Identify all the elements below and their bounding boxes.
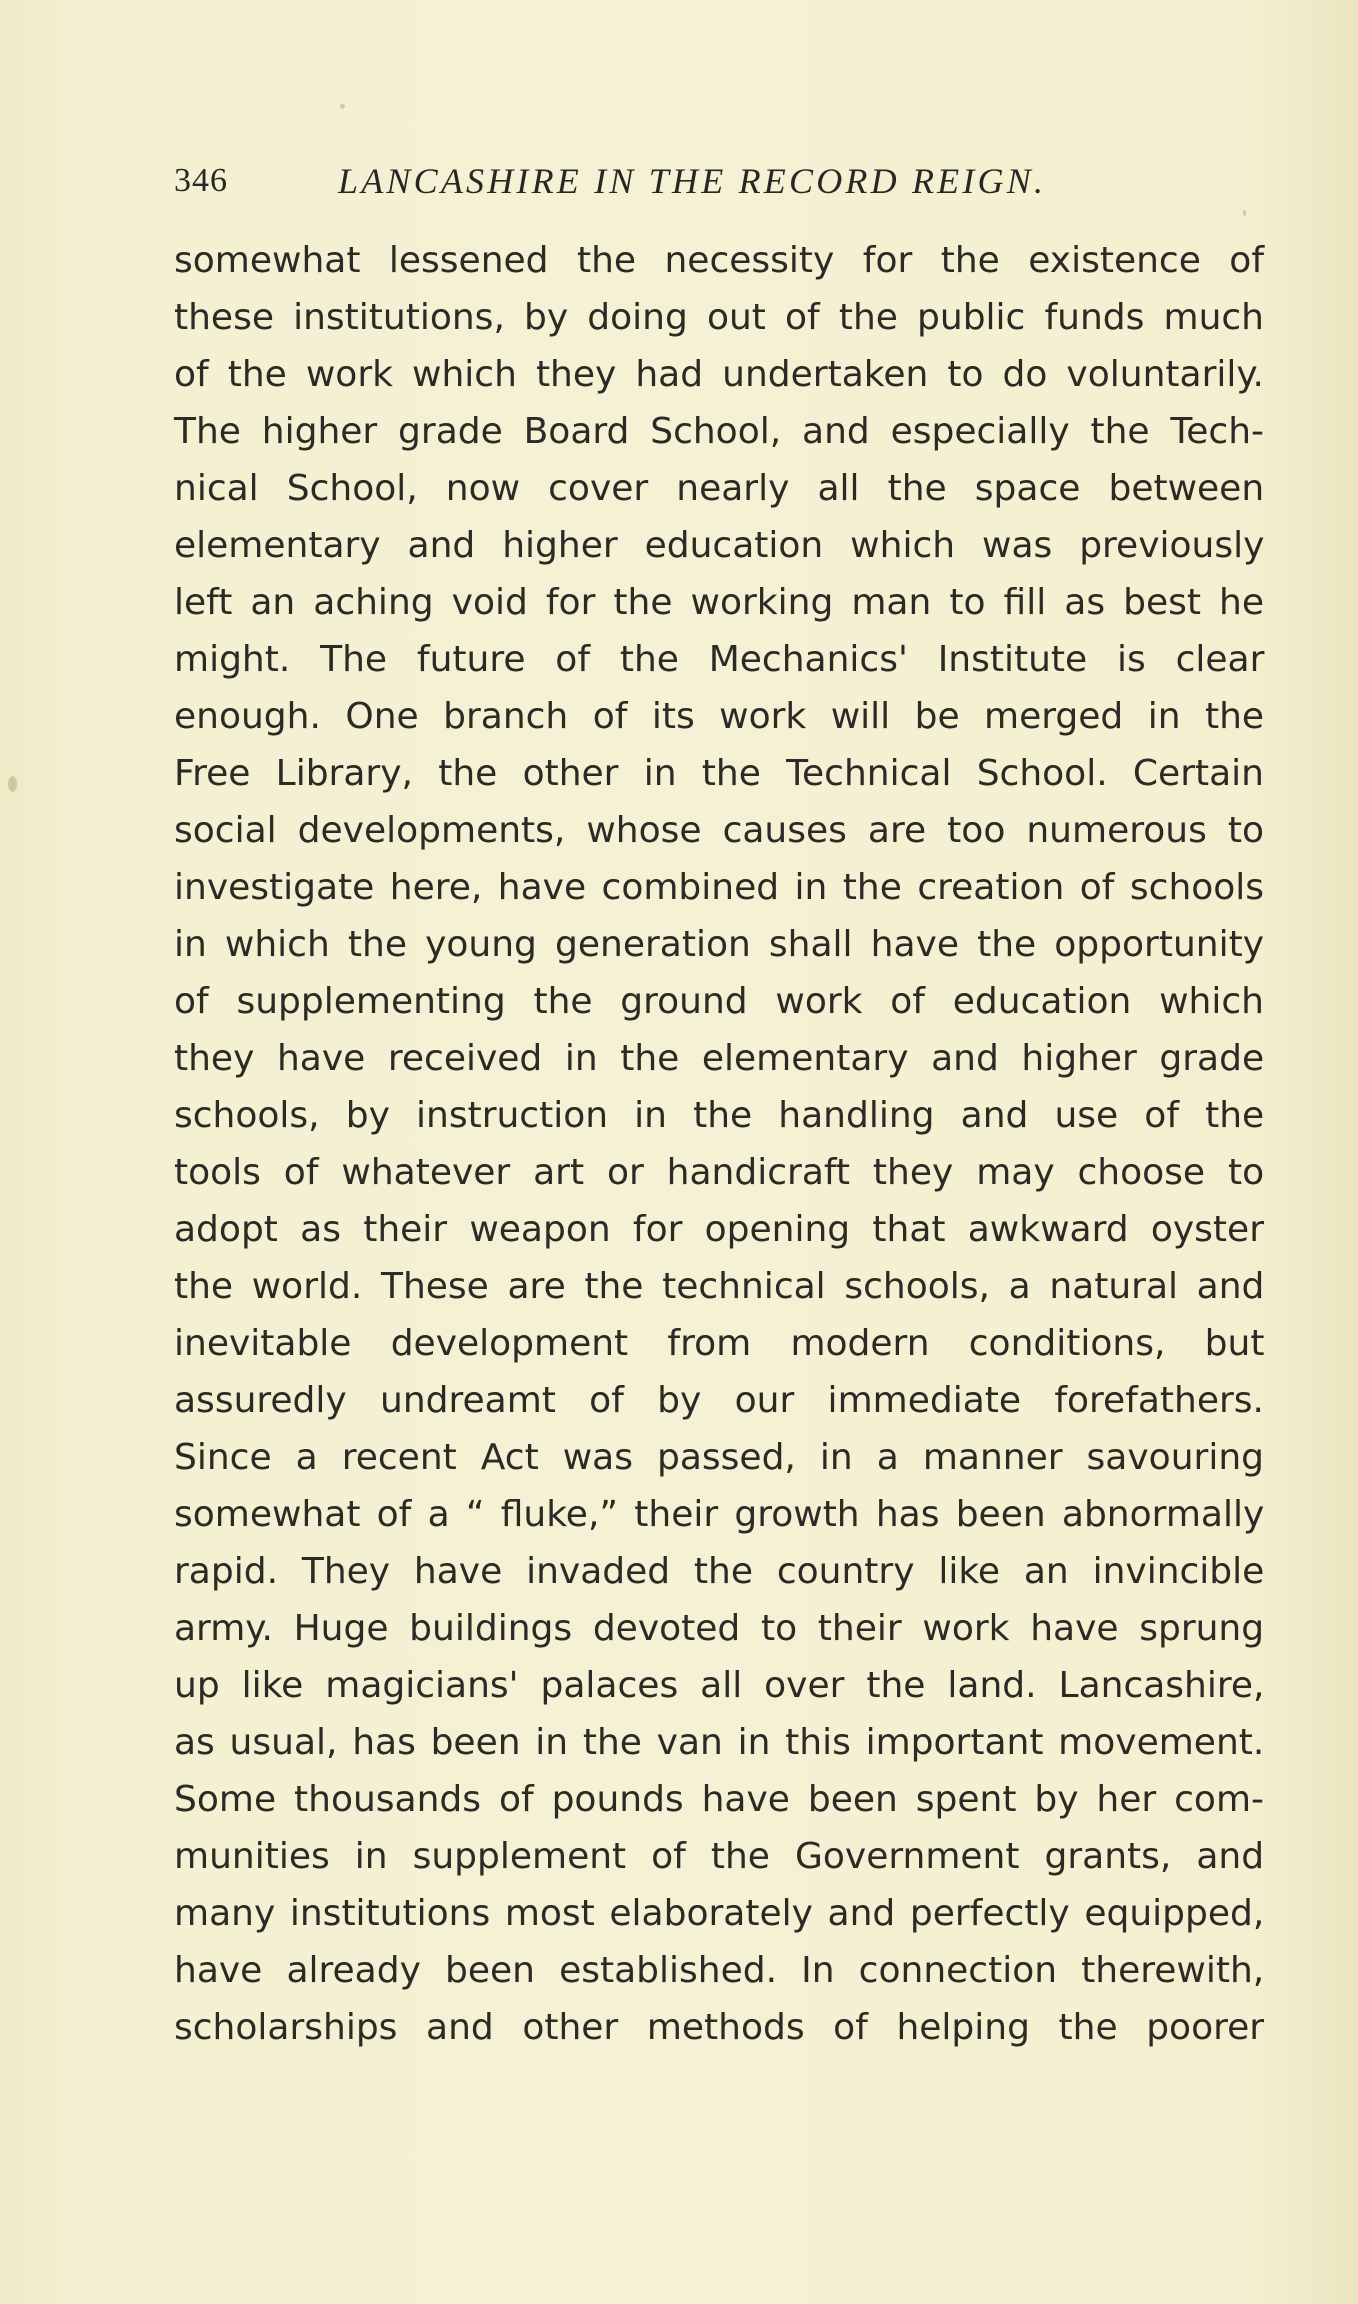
text-line: munities in supplement of the Government grants, and [174, 1836, 1265, 1877]
text-line: have already been established. In connection therewith, [174, 1950, 1265, 1991]
text-line: assuredly undreamt of by our immediate forefathers. [174, 1380, 1264, 1421]
text-line: scholarships and other methods of helping the poorer [174, 2007, 1265, 2048]
paper-speck [8, 776, 17, 792]
text-line: schools, by instruction in the handling and use of the [174, 1095, 1265, 1136]
text-line: army. Huge buildings devoted to their work have sprung [174, 1608, 1265, 1649]
text-line: enough. One branch of its work will be merged in the [174, 696, 1265, 737]
text-line: The higher grade Board School, and especially the Tech- [174, 411, 1264, 452]
paper-speck [1243, 210, 1246, 216]
text-line: the world. These are the technical schools, a natural and [174, 1266, 1265, 1307]
body-text [174, 232, 1264, 2056]
text-line: up like magicians' palaces all over the land. Lancashire, [174, 1665, 1265, 1706]
text-line: of supplementing the ground work of education which [174, 981, 1264, 1022]
text-line: inevitable development from modern conditions, but [174, 1323, 1265, 1364]
text-line: these institutions, by doing out of the public funds much [174, 297, 1264, 338]
text-line: as usual, has been in the van in this important movement. [174, 1722, 1265, 1763]
running-title: LANCASHIRE IN THE RECORD REIGN. [338, 161, 1047, 201]
text-line: tools of whatever art or handicraft they may choose to [174, 1152, 1265, 1193]
text-line: of the work which they had undertaken to do voluntarily. [174, 354, 1264, 395]
text-line: Some thousands of pounds have been spent by her com- [174, 1779, 1264, 1820]
text-line: Free Library, the other in the Technical School. Certain [174, 753, 1264, 794]
text-line: nical School, now cover nearly all the space between [174, 468, 1265, 509]
text-line: somewhat of a “ fluke,” their growth has been abnormally [174, 1494, 1265, 1535]
text-line: somewhat lessened the necessity for the existence of [174, 240, 1264, 281]
page-number: 346 [174, 162, 228, 199]
text-line: might. The future of the Mechanics' Institute is clear [174, 639, 1265, 680]
text-line: social developments, whose causes are too numerous to [174, 810, 1264, 851]
text-line: they have received in the elementary and higher grade [174, 1038, 1265, 1079]
text-line: in which the young generation shall have the opportunity [174, 924, 1264, 965]
text-line: left an aching void for the working man to fill as best he [174, 582, 1264, 623]
text-line: rapid. They have invaded the country like an invincible [174, 1551, 1265, 1592]
text-line: investigate here, have combined in the creation of schools [174, 867, 1265, 908]
text-line: adopt as their weapon for opening that awkward oyster [174, 1209, 1264, 1250]
running-head [174, 156, 1184, 206]
paper-speck [340, 104, 345, 109]
text-line: elementary and higher education which was previously [174, 525, 1265, 566]
text-line: Since a recent Act was passed, in a manner savouring [174, 1437, 1264, 1478]
text-line: many institutions most elaborately and perfectly equipped, [174, 1893, 1265, 1934]
